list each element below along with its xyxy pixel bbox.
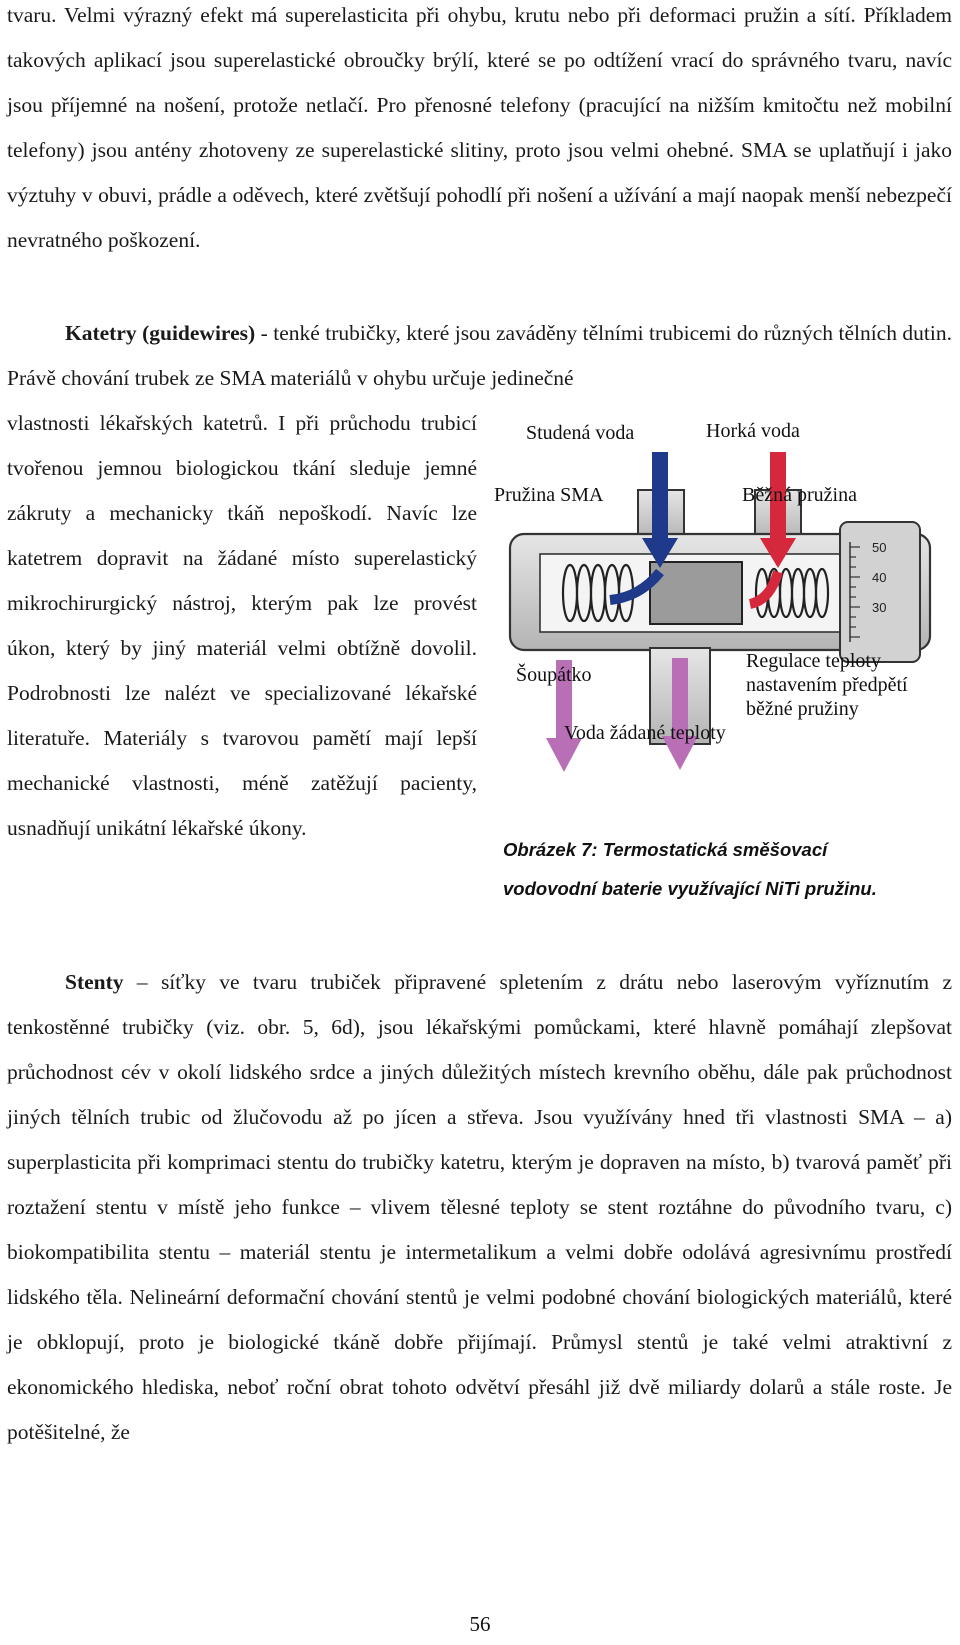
scale-mark-50: 50	[872, 540, 887, 555]
scale-mark-40: 40	[872, 570, 887, 585]
paragraph-stents	[7, 960, 952, 1455]
label-sma-spring: Pružina SMA	[494, 484, 604, 506]
slider-valve	[650, 562, 742, 624]
label-cold-water: Studená voda	[526, 422, 635, 444]
label-slider: Šoupátko	[516, 664, 592, 686]
label-regulation-3: běžné pružiny	[746, 698, 859, 720]
figure-caption	[503, 830, 955, 908]
term-catheters: Katetry (guidewires)	[65, 321, 256, 345]
scale-mark-30: 30	[872, 600, 887, 615]
caption-line-2: vodovodní baterie využívající NiTi pružinu.	[503, 878, 877, 899]
label-hot-water: Horká voda	[706, 420, 800, 442]
label-regulation-2: nastavením předpětí	[746, 674, 908, 696]
figure-thermostatic-mixer	[494, 420, 952, 782]
page-number: 56	[469, 1612, 491, 1636]
label-output-water: Voda žádané teploty	[564, 722, 726, 744]
paragraph-catheters	[7, 311, 952, 401]
caption-line-1: Obrázek 7: Termostatická směšovací	[503, 839, 828, 860]
label-regulation-1: Regulace teploty	[746, 650, 881, 672]
label-normal-spring: Běžná pružina	[742, 484, 857, 506]
paragraph-eyewear-antennas: tvaru. Velmi výrazný efekt má superelasticita při ohybu, krutu nebo při deformaci pružin a sítí. Příkladem takových aplikací jsou superelastické obroučky brýlí, které se po odtížení vrací do správného tvaru, navíc jsou příjemné na nošení, protože netlačí. Pro přenosné telefony (pracující na nižším kmitočtu než mobilní telefony) jsou antény zhotoveny ze superelastické slitiny, proto jsou velmi ohebné. SMA se uplatňují i jako výztuhy v obuvi, prádle a oděvech, které zvětšují pohodlí při nošení a užívání a mají naopak menší nebezpečí nevratného poškození.	[7, 3, 952, 252]
catheters-text: - tenké trubičky, které jsou zaváděny tělními trubicemi do různých tělních dutin. Právě chování trubek ze SMA materiálů v ohybu určuje jedinečné	[7, 321, 952, 390]
paragraph-catheters-continued: vlastnosti lékařských katetrů. I při průchodu trubicí tvořenou jemnou biologickou tkání sleduje jemné zákruty a mechanicky tkáň nepoškodí. Navíc lze katetrem dopravit na žádané místo superelastický mikrochirurgický nástroj, kterým pak lze provést úkon, který by jiný materiál velmi obtížně dovolil. Podrobnosti lze nalézt ve specializované lékařské literatuře. Materiály s tvarovou pamětí mají lepší mechanické vlastnosti, méně zatěžují pacienty, usnadňují unikátní lékařské úkony.	[7, 411, 477, 840]
term-stents: Stenty	[65, 970, 124, 994]
stents-text: – síťky ve tvaru trubiček připravené spletením z drátu nebo laserovým vyříznutím z tenkostěnné trubičky (viz. obr. 5, 6d), jsou lékařskými pomůckami, které hlavně pomáhají zlepšovat průchodnost cév v okolí lidského srdce a jiných důležitých místech krevního oběhu, dále pak průchodnost jiných tělních trubic od žlučovodu až po jícen a střeva. Jsou využívány hned tři vlastnosti SMA – a) superplasticita při komprimaci stentu do trubičky katetru, kterým je dopraven na místo, b) tvarová paměť při roztažení stentu v místě jeho funkce – vlivem tělesné teploty se stent roztáhne do původního tvaru, c) biokompatibilita stentu – materiál stentu je intermetalikum a velmi dobře odolává agresivnímu prostředí lidského těla. Nelineární deformační chování stentů je velmi podobné chování biologických materiálů, které je obklopují, proto je biologické tkáně dobře přijímají. Průmysl stentů je také velmi atraktivní z ekonomického hlediska, neboť roční obrat tohoto odvětví přesáhl již dvě miliardy dolarů a stále roste. Je potěšitelné, že	[7, 970, 952, 1444]
